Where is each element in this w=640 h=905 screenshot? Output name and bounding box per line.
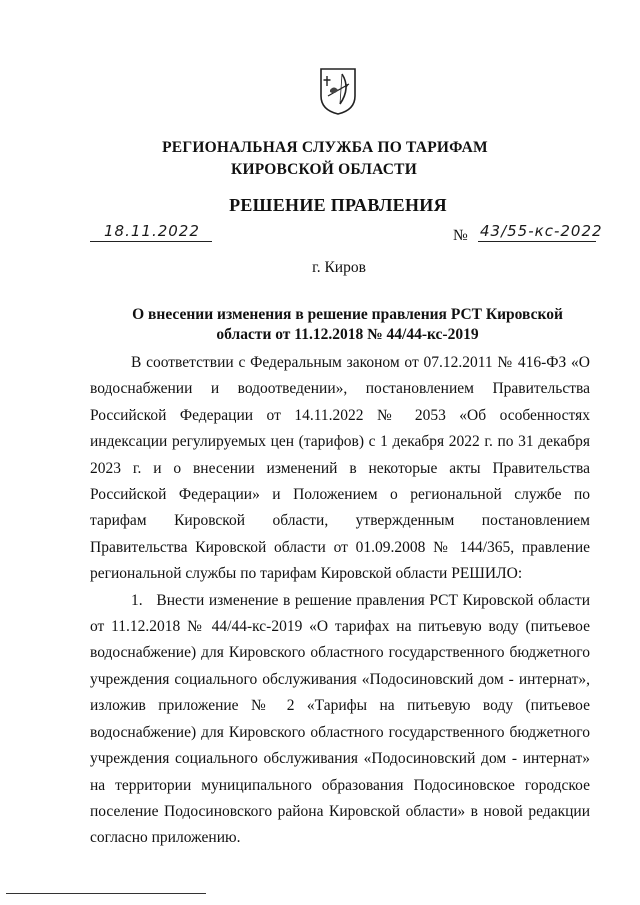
- number-label: №: [453, 227, 468, 244]
- number-underline: [478, 241, 596, 242]
- handwritten-number: 43/55-кс-2022: [480, 222, 603, 240]
- kirov-coat-of-arms-icon: [318, 66, 358, 116]
- document-title: РЕШЕНИЕ ПРАВЛЕНИЯ: [229, 195, 447, 215]
- document-body: [90, 350, 590, 852]
- footer-divider: [6, 893, 206, 894]
- decision-subject: О внесении изменения в решение правления РСТ Кировской области от 11.12.2018 № 44/44-кс-2019: [132, 306, 563, 343]
- handwritten-date: 18.11.2022: [104, 222, 200, 240]
- city: г. Киров: [312, 259, 366, 276]
- resolution-item-1: 1. Внести изменение в решение правления РСТ Кировской области от 11.12.2018 № 44/44-кс-2019 «О тарифах на питьевую воду (питьевое водоснабжение) для Кировского областного государственного бюджетного учреждения социального обслуживания «Подосиновский дом - интернат», изложив приложение № 2 «Тарифы на питьевую воду (питьевое водоснабжение) для Кировского областного государственного бюджетного учреждения социального обслуживания «Подосиновский дом - интернат» на территории муниципального образования Подосиновское городское поселение Подосиновского района Кировской области» в новой редакции согласно приложению.: [90, 591, 590, 847]
- organization-name-line2: КИРОВСКОЙ ОБЛАСТИ: [231, 161, 417, 178]
- preamble-paragraph: В соответствии с Федеральным законом от 07.12.2011 № 416-ФЗ «О водоснабжении и водоотведении», постановлением Правительства Российской Федерации от 14.11.2022 № 2053 «Об особенностях индексации регулируемых цен (тарифов) с 1 декабря 2022 г. по 31 декабря 2023 г. и о внесении изменений в некоторые акты Правительства Российской Федерации» и Положением о региональной службе по тарифам Кировской области, утвержденным постановлением Правительства Кировской области от 01.09.2008 № 144/365, правление региональной службы по тарифам Кировской области РЕШИЛО:: [90, 354, 590, 583]
- organization-name-line1: РЕГИОНАЛЬНАЯ СЛУЖБА ПО ТАРИФАМ: [162, 139, 488, 156]
- date-underline: [90, 241, 212, 242]
